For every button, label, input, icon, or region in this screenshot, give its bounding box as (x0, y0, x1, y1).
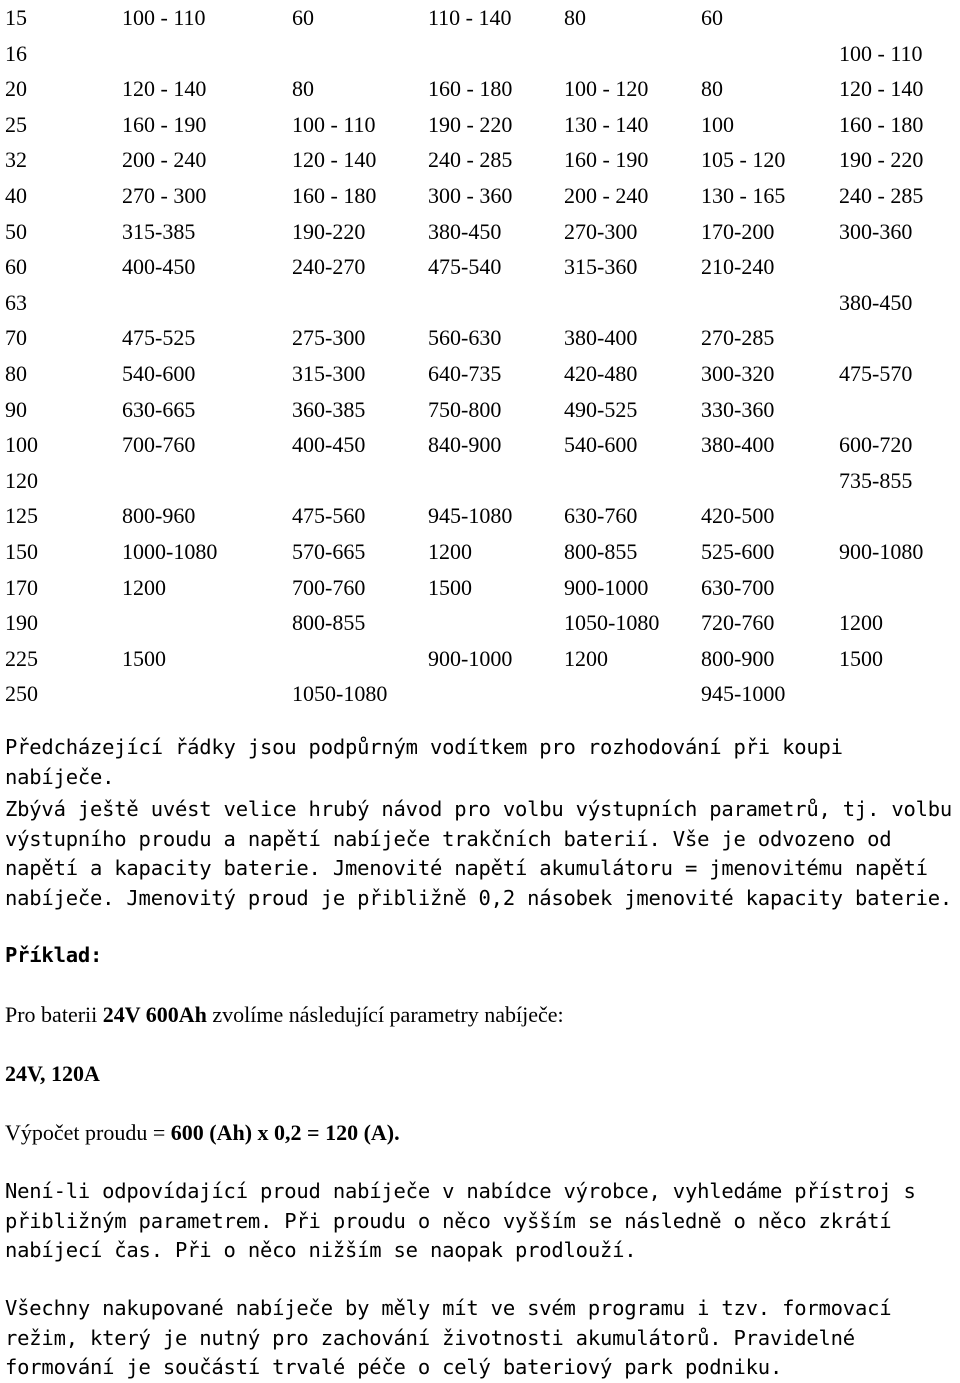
table-cell: 540-600 (564, 432, 638, 458)
example-result: 24V, 120A (5, 1061, 100, 1086)
calc-bold: 600 (Ah) x 0,2 = 120 (A). (170, 1120, 400, 1145)
table-cell: 1050-1080 (292, 681, 388, 707)
table-cell (428, 285, 564, 321)
note-paragraph: Předcházející řádky jsou podpůrným vodítkem pro rozhodování při koupi nabíječe. (5, 735, 843, 789)
table-row-key-cell: 40 (5, 182, 27, 208)
table-row-key-cell: 16 (5, 40, 27, 66)
table-row (0, 534, 959, 570)
table-cell (292, 463, 428, 499)
table-cell: 160 - 180 (428, 76, 513, 102)
table-cell: 420-480 (564, 360, 638, 386)
table-row (0, 36, 959, 72)
table-row (0, 0, 959, 36)
table-row-key-cell: 170 (5, 574, 38, 600)
table-cell (122, 463, 292, 499)
table-cell: 60 (292, 5, 314, 30)
table-cell: 800-960 (122, 503, 196, 529)
table-cell: 1500 (122, 645, 166, 671)
example-intro-bold: 24V 600Ah (102, 1002, 207, 1027)
table-cell: 630-665 (122, 396, 196, 422)
guide-paragraph: Zbývá ještě uvést velice hrubý návod pro volbu výstupních parametrů, tj. volbu výstupního proudu a napětí nabíječe trakčních baterií. Vše je odvozeno od napětí a kapacity baterie. Jmenovité napětí akumulátoru = jmenovitému napětí nabíječe. Jmenovitý proud je přibližně 0,2 násobek jmenovité kapacity baterie. (5, 797, 953, 910)
table-cell (564, 36, 701, 72)
table-cell: 100 (701, 111, 734, 137)
table-cell: 300-360 (839, 218, 913, 244)
table-cell: 315-385 (122, 218, 196, 244)
table-row-key-cell: 60 (5, 254, 27, 280)
table-cell: 380-400 (701, 432, 775, 458)
table-cell (839, 570, 959, 606)
table-cell: 240 - 285 (428, 147, 513, 173)
table-row-key-cell: 80 (5, 360, 27, 386)
table-cell: 200 - 240 (122, 147, 207, 173)
table-cell: 475-525 (122, 325, 196, 351)
table-row (0, 71, 959, 107)
table-cell: 475-570 (839, 360, 913, 386)
table-cell: 800-900 (701, 645, 775, 671)
table-cell: 210-240 (701, 254, 775, 280)
table-row-key-cell: 32 (5, 147, 27, 173)
table-cell: 800-855 (292, 610, 366, 636)
table-cell: 1200 (428, 538, 472, 564)
table-cell: 110 - 140 (428, 5, 512, 30)
table-cell (428, 605, 564, 641)
table-row (0, 320, 959, 356)
table-cell: 160 - 190 (564, 147, 649, 173)
table-cell: 240 - 285 (839, 182, 924, 208)
table-cell (122, 676, 292, 712)
calc-before: Výpočet proudu = (5, 1120, 171, 1145)
table-cell: 270 - 300 (122, 182, 207, 208)
table-cell: 1200 (564, 645, 608, 671)
table-row (0, 427, 959, 463)
table-cell: 525-600 (701, 538, 775, 564)
table-cell: 190 - 220 (839, 147, 924, 173)
forming-paragraph: Všechny nakupované nabíječe by měly mít ve svém programu i tzv. formovací režim, který je nutný pro zachování životnosti akumulátorů. Pravidelné formování je součástí trvalé péče o celý bateriový park podniku. (5, 1296, 892, 1379)
table-cell (701, 285, 839, 321)
table-cell: 945-1000 (701, 681, 786, 707)
table-row-key-cell: 125 (5, 503, 38, 529)
table-cell (839, 320, 959, 356)
table-cell: 360-385 (292, 396, 366, 422)
table-row (0, 285, 959, 321)
table-cell: 80 (292, 76, 314, 102)
table-cell: 60 (701, 5, 723, 30)
table-cell: 380-400 (564, 325, 638, 351)
table-cell: 640-735 (428, 360, 502, 386)
table-cell (428, 676, 564, 712)
table-cell: 190-220 (292, 218, 366, 244)
table-row (0, 641, 959, 677)
table-cell: 190 - 220 (428, 111, 513, 137)
table-row-key-cell: 70 (5, 325, 27, 351)
table-row (0, 392, 959, 428)
table-cell: 315-360 (564, 254, 638, 280)
table-cell (839, 498, 959, 534)
table-row-key-cell: 90 (5, 396, 27, 422)
table-cell: 200 - 240 (564, 182, 649, 208)
table-cell (292, 641, 428, 677)
table-cell (428, 463, 564, 499)
table-cell (839, 676, 959, 712)
table-cell: 400-450 (292, 432, 366, 458)
table-cell: 560-630 (428, 325, 502, 351)
table-cell (564, 463, 701, 499)
table-cell: 600-720 (839, 432, 913, 458)
table-cell: 490-525 (564, 396, 638, 422)
table-cell: 105 - 120 (701, 147, 786, 173)
table-row (0, 249, 959, 285)
table-row-key-cell: 100 (5, 432, 38, 458)
table-row (0, 142, 959, 178)
table-cell: 130 - 140 (564, 111, 649, 137)
table-cell (428, 36, 564, 72)
table-cell: 160 - 180 (839, 111, 924, 137)
table-cell (839, 392, 959, 428)
table-cell: 275-300 (292, 325, 366, 351)
table-cell: 380-450 (839, 289, 913, 315)
table-row-key-cell: 190 (5, 610, 38, 636)
table-cell: 120 - 140 (839, 76, 924, 102)
table-cell (564, 285, 701, 321)
table-cell: 570-665 (292, 538, 366, 564)
table-cell: 130 - 165 (701, 182, 786, 208)
table-cell: 300 - 360 (428, 182, 513, 208)
table-row-key-cell: 50 (5, 218, 27, 244)
example-heading: Příklad: (5, 943, 103, 967)
table-row (0, 498, 959, 534)
table-cell: 270-285 (701, 325, 775, 351)
availability-paragraph: Není-li odpovídající proud nabíječe v nabídce výrobce, vyhledáme přístroj s přibližným parametrem. Při proudu o něco vyšším se následně o něco zkrátí nabíjecí čas. Při o něco nižším se naopak prodlouží. (5, 1179, 916, 1262)
table-cell: 160 - 190 (122, 111, 207, 137)
table-cell: 300-320 (701, 360, 775, 386)
table-cell: 1050-1080 (564, 610, 660, 636)
table-cell: 120 - 140 (122, 76, 207, 102)
table-cell: 270-300 (564, 218, 638, 244)
table-cell: 945-1080 (428, 503, 513, 529)
table-cell: 400-450 (122, 254, 196, 280)
table-row (0, 570, 959, 606)
calculation-line (5, 1118, 955, 1148)
table-row (0, 605, 959, 641)
table-cell: 100 - 120 (564, 76, 649, 102)
example-intro (5, 1000, 955, 1030)
table-cell: 750-800 (428, 396, 502, 422)
table-cell: 315-300 (292, 360, 366, 386)
table-row-key-cell: 150 (5, 538, 38, 564)
table-cell (122, 285, 292, 321)
table-row (0, 676, 959, 712)
table-cell: 240-270 (292, 254, 366, 280)
table-cell: 1200 (122, 574, 166, 600)
table-cell: 800-855 (564, 538, 638, 564)
table-cell (839, 0, 959, 36)
table-cell: 330-360 (701, 396, 775, 422)
table-row-key-cell: 225 (5, 645, 38, 671)
table-cell: 630-700 (701, 574, 775, 600)
table-cell: 735-855 (839, 467, 913, 493)
table-cell (564, 676, 701, 712)
table-cell: 540-600 (122, 360, 196, 386)
table-row-key-cell: 20 (5, 76, 27, 102)
table-cell: 80 (564, 5, 586, 30)
table-cell: 420-500 (701, 503, 775, 529)
table-cell: 900-1000 (564, 574, 649, 600)
table-cell: 80 (701, 76, 723, 102)
table-cell: 475-540 (428, 254, 502, 280)
table-cell: 720-760 (701, 610, 775, 636)
table-row-key-cell: 25 (5, 111, 27, 137)
table-cell (292, 36, 428, 72)
table-cell (701, 36, 839, 72)
table-cell: 900-1000 (428, 645, 513, 671)
table-row (0, 356, 959, 392)
table-cell: 1200 (839, 610, 883, 636)
table-cell: 100 - 110 (292, 111, 376, 137)
table-row-key-cell: 250 (5, 681, 38, 707)
table-row (0, 463, 959, 499)
table-cell: 120 - 140 (292, 147, 377, 173)
example-intro-before: Pro baterii (5, 1002, 103, 1027)
table-row (0, 214, 959, 250)
table-cell (122, 605, 292, 641)
table-cell (122, 36, 292, 72)
table-cell (701, 463, 839, 499)
table-row-key-cell: 15 (5, 5, 27, 30)
table-cell: 900-1080 (839, 538, 924, 564)
table-cell: 840-900 (428, 432, 502, 458)
table-cell: 475-560 (292, 503, 366, 529)
table-cell: 1500 (839, 645, 883, 671)
table-row-key-cell: 63 (5, 289, 27, 315)
table-cell: 380-450 (428, 218, 502, 244)
table-row-key-cell: 120 (5, 467, 38, 493)
table-cell: 1500 (428, 574, 472, 600)
table-row (0, 178, 959, 214)
example-intro-after: zvolíme následující parametry nabíječe: (206, 1002, 564, 1027)
table-cell: 1000-1080 (122, 538, 218, 564)
table-cell: 170-200 (701, 218, 775, 244)
table-row (0, 107, 959, 143)
table-cell: 630-760 (564, 503, 638, 529)
table-cell: 100 - 110 (122, 5, 206, 30)
table-cell (292, 285, 428, 321)
table-cell: 160 - 180 (292, 182, 377, 208)
table-cell: 700-760 (292, 574, 366, 600)
table-cell: 100 - 110 (839, 40, 923, 66)
table-cell: 700-760 (122, 432, 196, 458)
table-cell (839, 249, 959, 285)
